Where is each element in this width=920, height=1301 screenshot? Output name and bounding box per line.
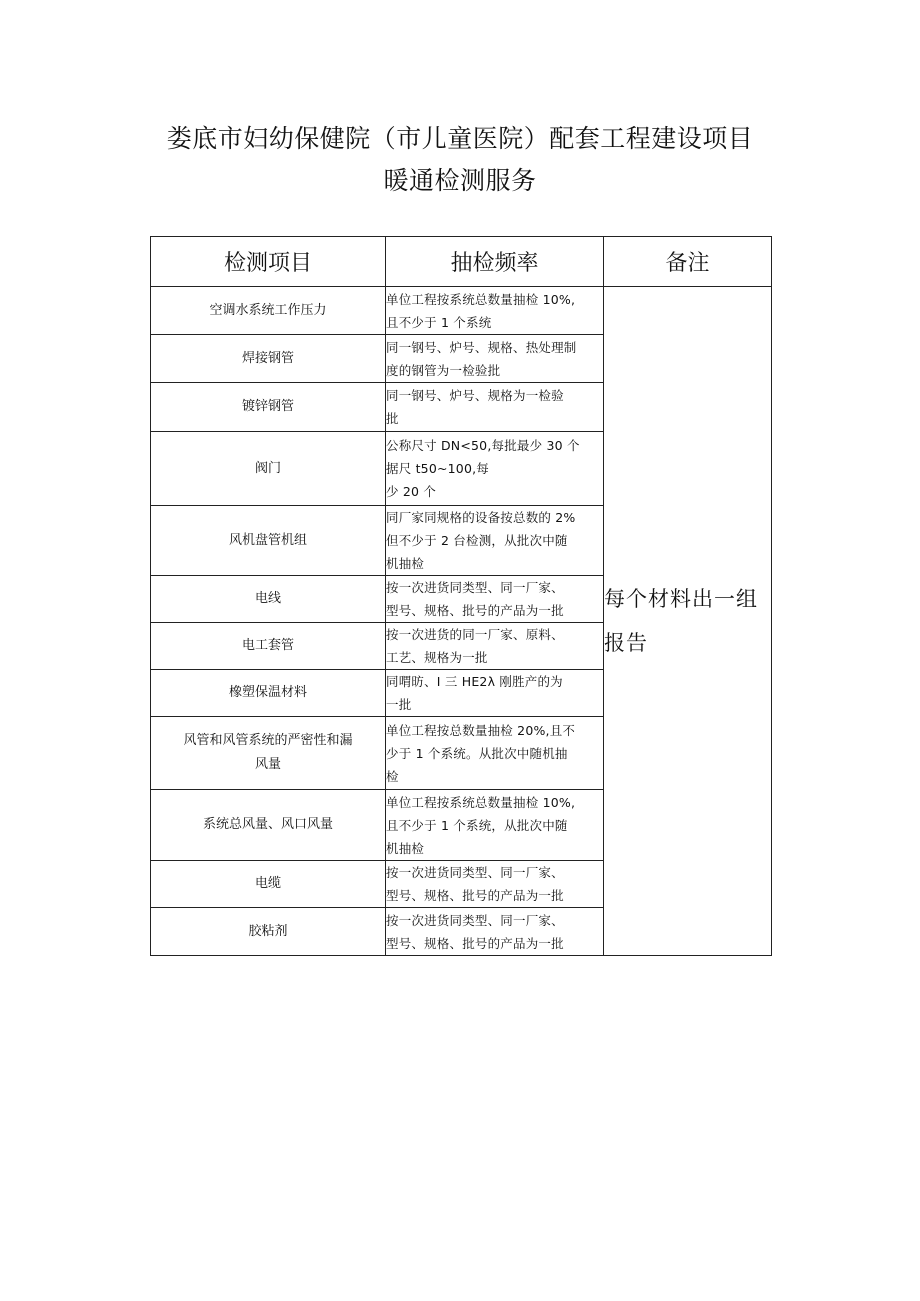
frequency-cell: 单位工程按总数量抽检 20%,且不 少于 1 个系统。从批次中随机抽 检 [386,717,604,790]
frequency-cell: 按一次进货同类型、同一厂家、 型号、规格、批号的产品为一批 [386,576,604,623]
item-cell: 电线 [151,576,386,623]
item-cell: 风管和风管系统的严密性和漏 风量 [151,717,386,790]
document-title [0,118,920,202]
title-line-2: 暖通检测服务 [383,166,537,195]
item-cell: 橡塑保温材料 [151,670,386,717]
item-cell: 空调水系统工作压力 [151,287,386,335]
frequency-cell: 单位工程按系统总数量抽检 10%, 且不少于 1 个系统，从批次中随 机抽检 [386,790,604,861]
frequency-cell: 同喟昉、I 三 HE2λ 刚胜产的为 一批 [386,670,604,717]
table-row [151,287,772,335]
frequency-cell: 按一次进货同类型、同一厂家、 型号、规格、批号的产品为一批 [386,908,604,956]
inspection-table [150,236,772,956]
item-cell: 镀锌钢管 [151,383,386,432]
frequency-cell: 公称尺寸 DN<50,每批最少 30 个 据尺 t50~100,每 少 20 个 [386,432,604,506]
item-cell: 焊接钢管 [151,335,386,383]
item-cell: 风机盘管机组 [151,506,386,576]
header-item: 检测项目 [151,237,386,287]
frequency-cell: 同一钢号、炉号、规格为一检验 批 [386,383,604,432]
frequency-cell: 同厂家同规格的设备按总数的 2% 但不少于 2 台检测，从批次中随 机抽检 [386,506,604,576]
note-cell: 每个材料出一组报告 [604,287,772,956]
frequency-cell: 按一次进货同类型、同一厂家、 型号、规格、批号的产品为一批 [386,861,604,908]
frequency-cell: 同一钢号、炉号、规格、热处理制 度的钢管为一检验批 [386,335,604,383]
frequency-cell: 单位工程按系统总数量抽检 10%, 且不少于 1 个系统 [386,287,604,335]
item-cell: 胶粘剂 [151,908,386,956]
item-cell: 电工套管 [151,623,386,670]
frequency-cell: 按一次进货的同一厂家、原料、 工艺、规格为一批 [386,623,604,670]
title-line-1: 娄底市妇幼保健院（市儿童医院）配套工程建设项目 [166,124,754,153]
table-header-row [151,237,772,287]
header-note: 备注 [604,237,772,287]
item-cell: 电缆 [151,861,386,908]
item-cell: 阀门 [151,432,386,506]
header-frequency: 抽检频率 [386,237,604,287]
item-cell: 系统总风量、风口风量 [151,790,386,861]
